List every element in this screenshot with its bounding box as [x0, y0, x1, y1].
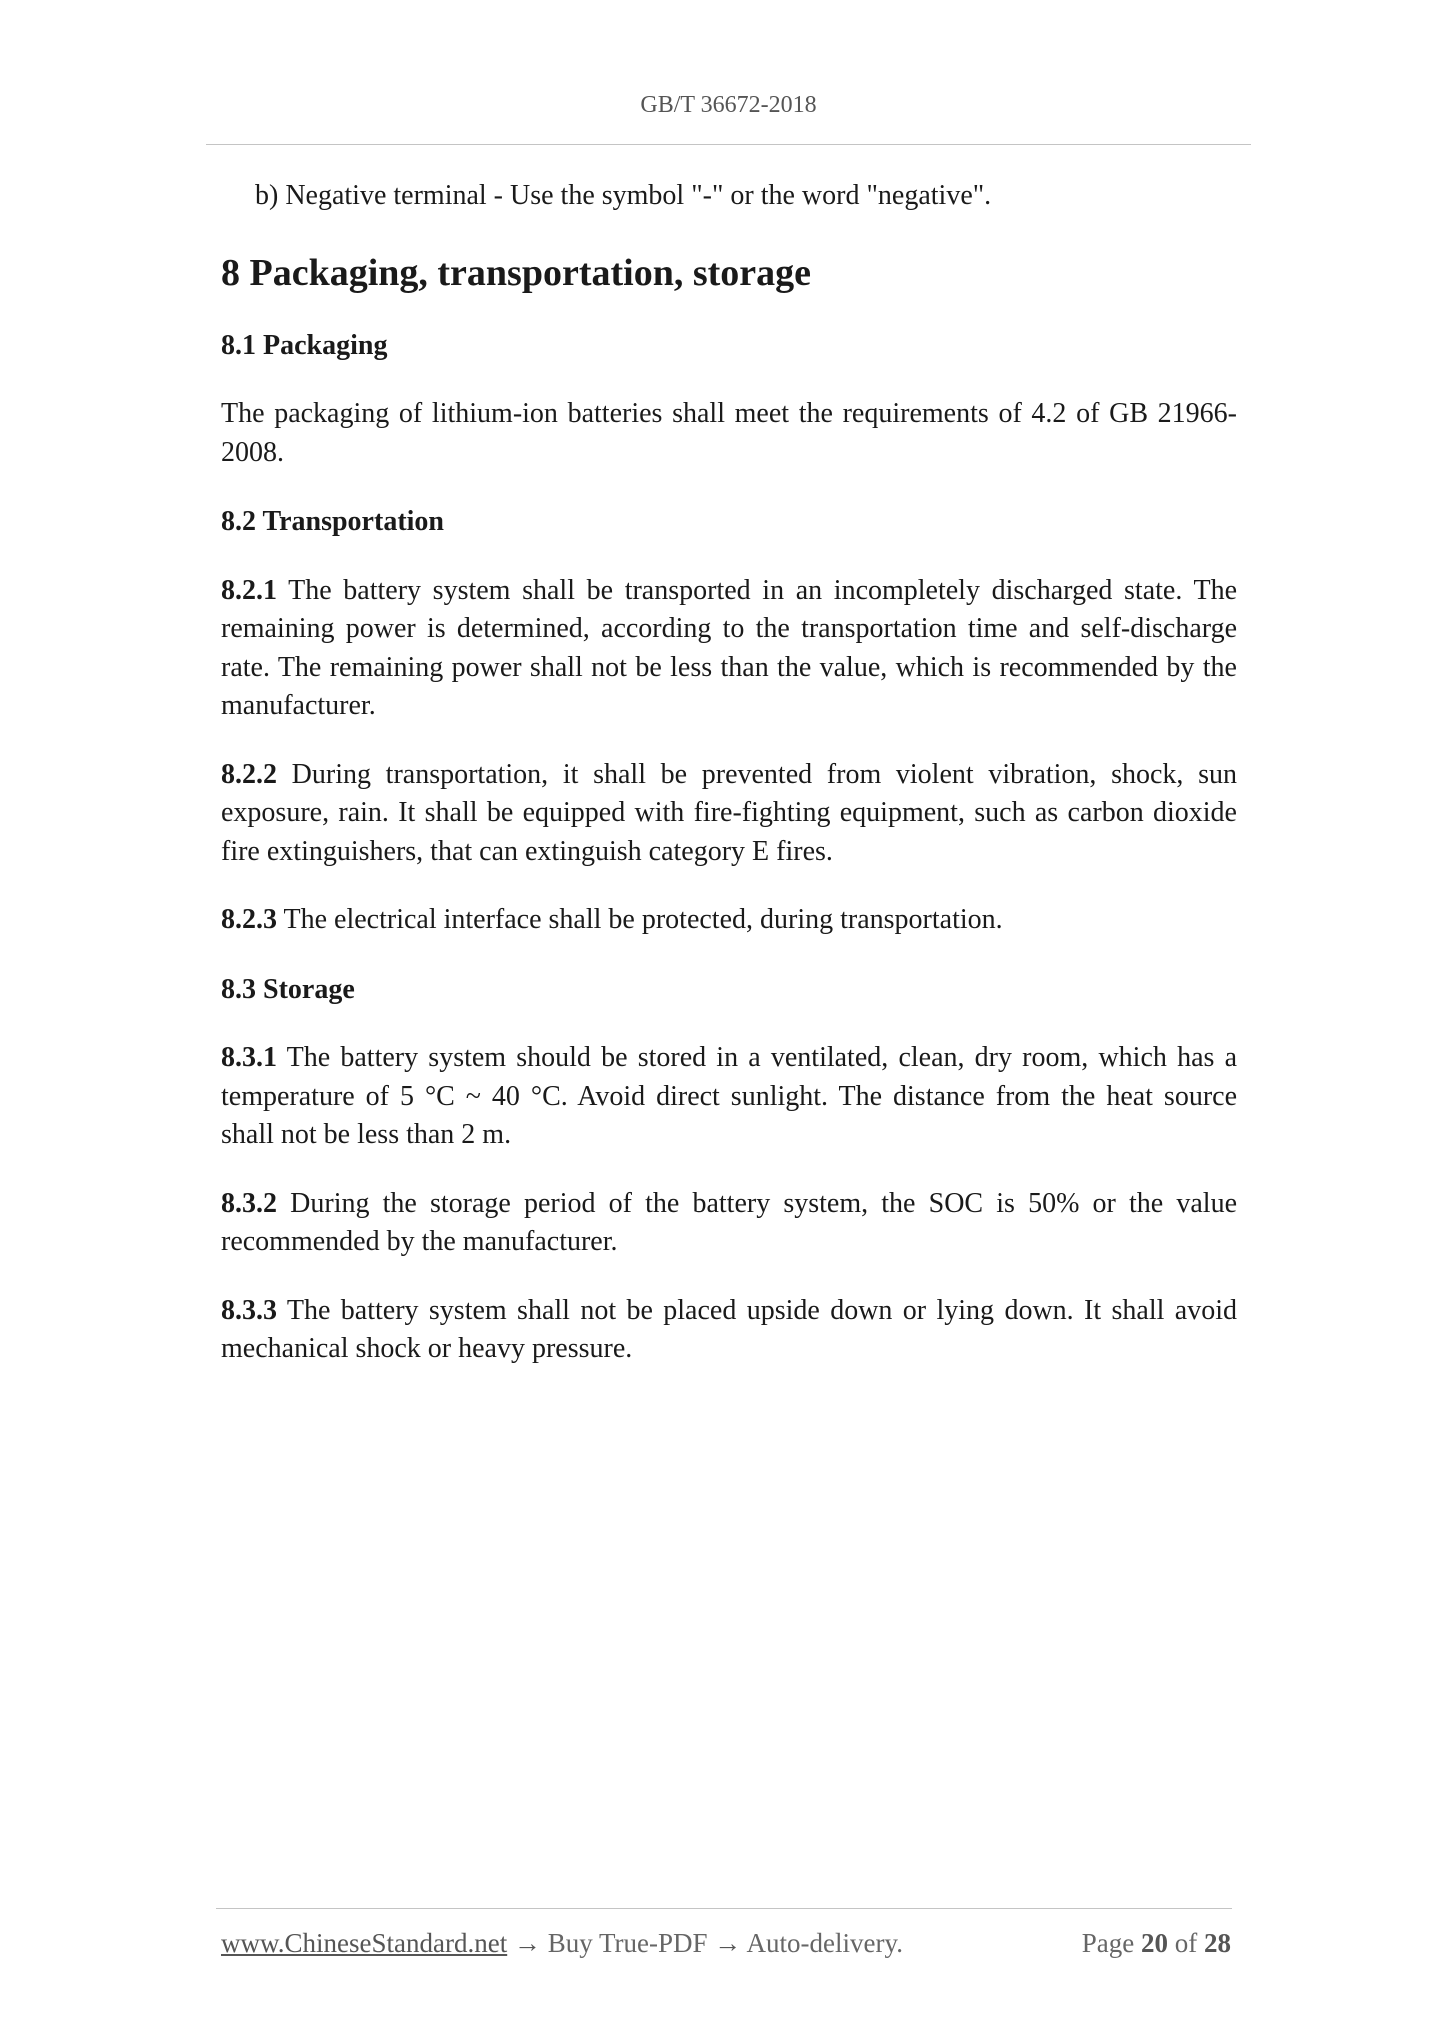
clause-text: During the storage period of the battery system, the SOC is 50% or the value recommended by the manufacturer.	[221, 1187, 1237, 1257]
clause-8-3-1	[221, 1039, 1237, 1155]
section-8-1-text: The packaging of lithium-ion batteries shall meet the requirements of 4.2 of GB 21966-2008.	[221, 398, 1237, 468]
section-8-3-heading: 8.3 Storage	[221, 973, 355, 1005]
page-label: Page	[1081, 1928, 1141, 1958]
clause-8-2-3	[221, 901, 1237, 940]
arrow-right-icon: →	[513, 1928, 541, 1958]
clause-number: 8.2.2	[221, 758, 277, 790]
page-indicator	[1082, 1928, 1231, 1959]
clause-text: During transportation, it shall be prevented from violent vibration, shock, sun exposure, rain. It shall be equipped with fire-fighting equipment, such as carbon dioxide fire extinguishers, that can extinguish category E fires.	[221, 758, 1237, 867]
clause-8-3-3	[221, 1292, 1237, 1369]
clause-8-3-2	[221, 1185, 1237, 1262]
clause-text: The electrical interface shall be protected, during transportation.	[277, 904, 1003, 935]
current-page-number: 20	[1141, 1928, 1168, 1958]
auto-delivery-text: Auto-delivery.	[741, 1928, 903, 1958]
clause-number: 8.2.3	[221, 904, 277, 935]
clause-text: The battery system should be stored in a ventilated, clean, dry room, which has a temperature of 5 °C ~ 40 °C. Avoid direct sunlight. The distance from the heat source shall not be less than 2 m.	[221, 1042, 1237, 1150]
footer-rule	[216, 1908, 1232, 1909]
section-8-heading: 8 Packaging, transportation, storage	[221, 251, 812, 294]
section-8-1-heading: 8.1 Packaging	[221, 329, 388, 361]
arrow-right-icon: →	[714, 1928, 742, 1958]
clause-number: 8.3.2	[221, 1187, 277, 1219]
clause-8-2-1	[221, 572, 1237, 726]
clause-number: 8.3.1	[221, 1042, 277, 1073]
footer-promo	[221, 1928, 903, 1959]
document-body	[221, 172, 1237, 1369]
document-header: GB/T 36672-2018	[640, 92, 817, 118]
website-link[interactable]: www.ChineseStandard.net	[221, 1928, 508, 1958]
buy-text: Buy True-PDF	[540, 1928, 715, 1958]
section-8-2-heading: 8.2 Transportation	[221, 506, 444, 537]
item-b-negative-terminal: b) Negative terminal - Use the symbol "-" or the word "negative".	[255, 180, 992, 211]
header-rule	[206, 144, 1251, 145]
of-label: of	[1168, 1928, 1204, 1958]
clause-text: The battery system shall be transported in an incompletely discharged state. The remaining power is determined, according to the transportation time and self-discharge rate. The remaining power shall not be less than the value, which is recommended by the manufacturer.	[221, 574, 1237, 721]
clause-text: The battery system shall not be placed upside down or lying down. It shall avoid mechanical shock or heavy pressure.	[221, 1294, 1237, 1364]
total-page-count: 28	[1204, 1928, 1231, 1958]
clause-number: 8.2.1	[221, 574, 277, 606]
clause-number: 8.3.3	[221, 1294, 277, 1326]
clause-8-2-2	[221, 756, 1237, 872]
